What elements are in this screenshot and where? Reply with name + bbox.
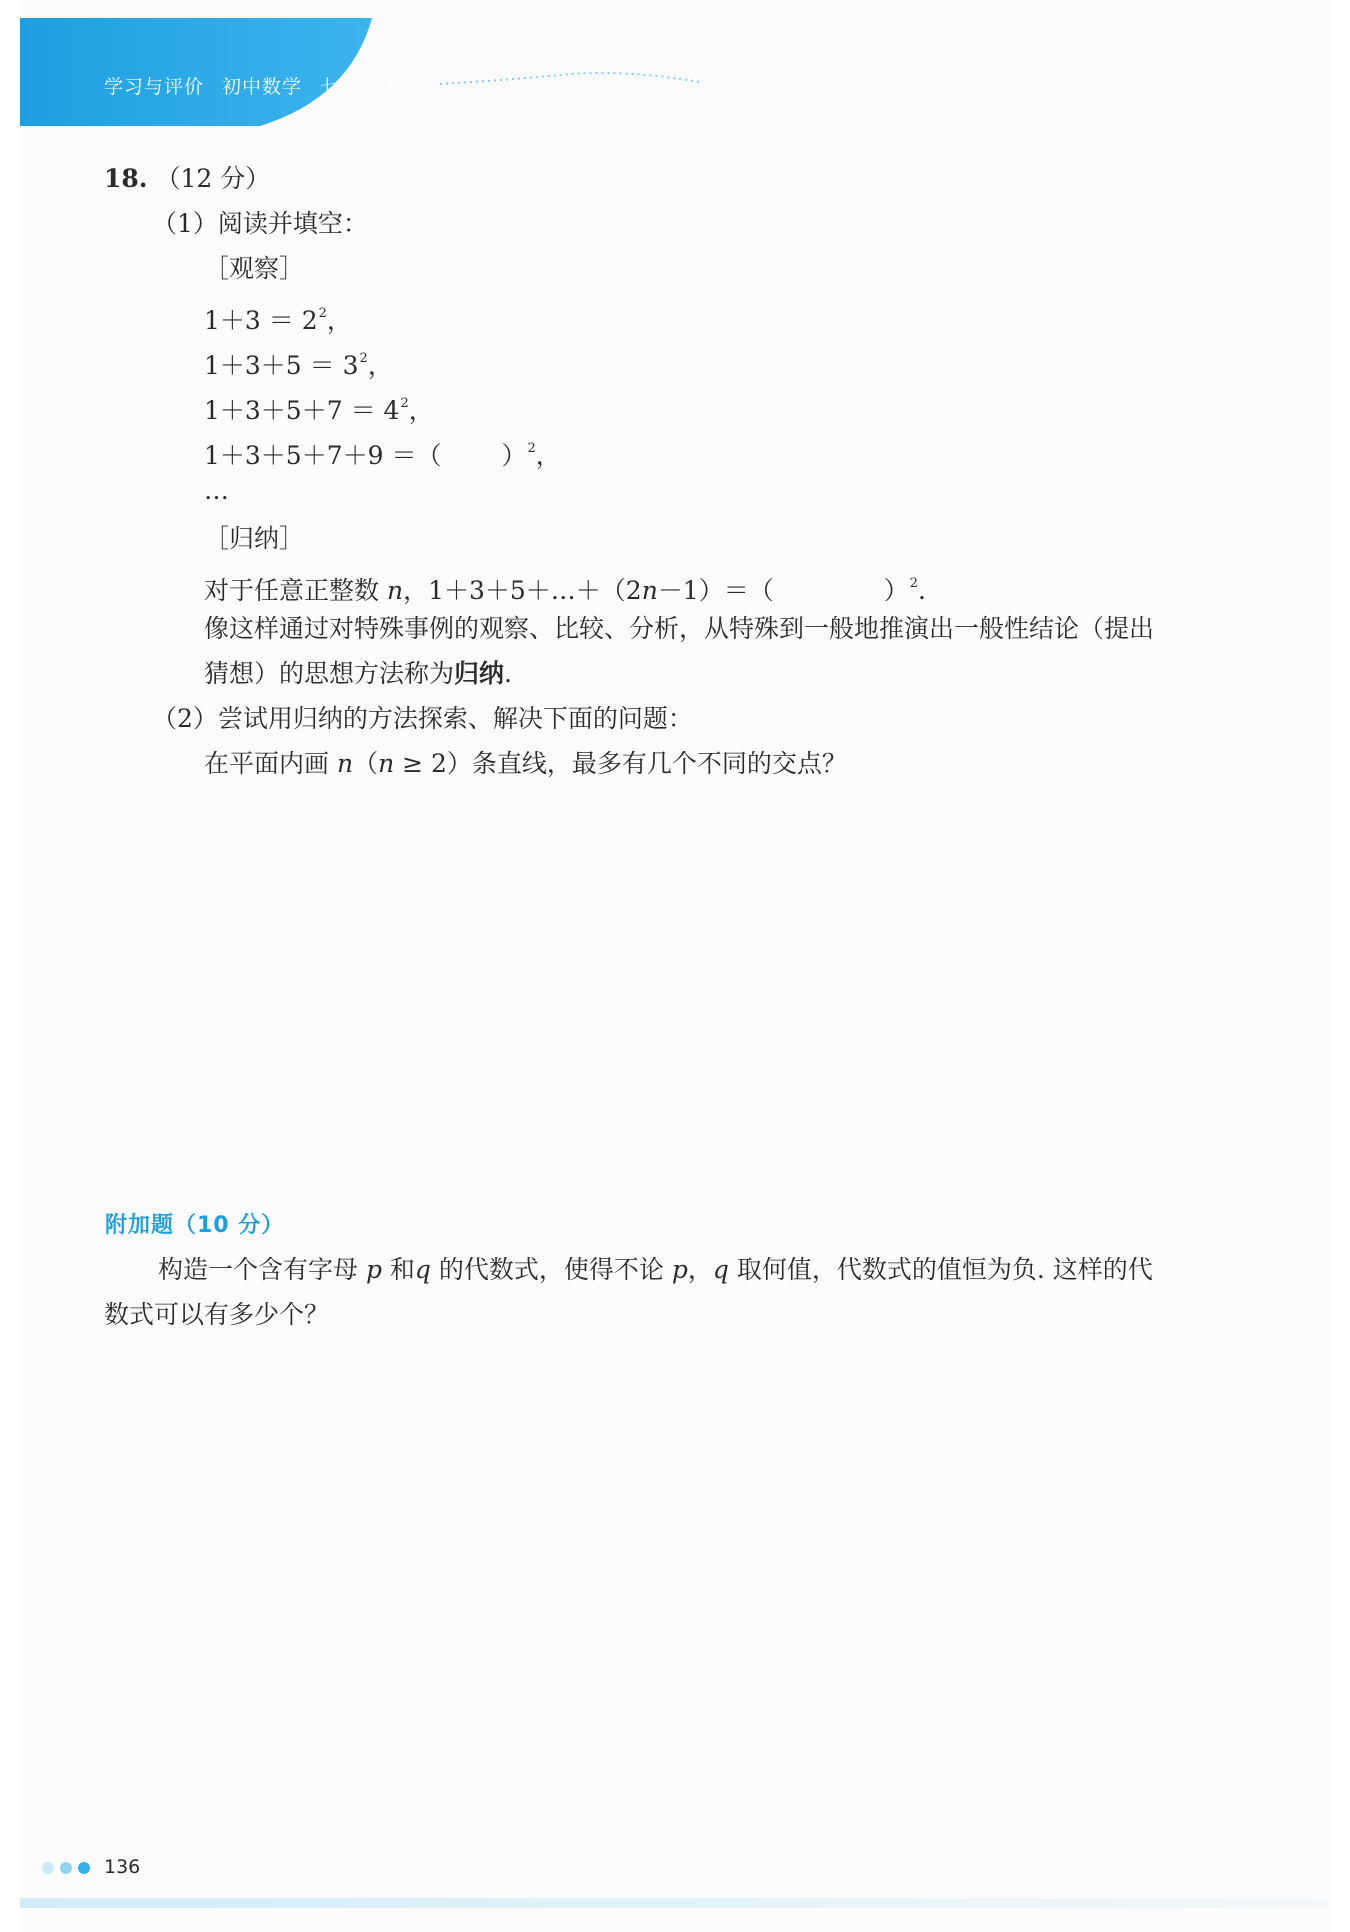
equation-1-body: 1＋3 ＝ 2 — [204, 306, 318, 335]
definition-term: 归纳 — [454, 659, 505, 688]
header-dotted-swoosh — [440, 70, 700, 90]
header-series: 学习与评价 — [104, 76, 205, 98]
equation-4-close: ） — [501, 441, 527, 470]
q18-heading — [104, 162, 270, 196]
general-sum: ，1＋3＋5＋…＋（2 — [403, 576, 642, 605]
variable-q: q — [712, 1255, 729, 1284]
definition-period: . — [504, 659, 512, 688]
equation-2 — [204, 342, 393, 383]
equation-1-exponent: 2 — [318, 306, 327, 321]
extra-question-line-2: 数式可以有多少个？ — [104, 1300, 330, 1329]
variable-n: n — [336, 749, 354, 778]
general-prefix: 对于任意正整数 — [204, 576, 387, 605]
definition-line-2 — [204, 657, 512, 691]
equation-1-comma: ， — [326, 306, 352, 335]
general-period: . — [918, 576, 926, 605]
ellipsis: … — [204, 476, 229, 505]
part2-text-c: ≥ 2）条直线，最多有几个不同的交点？ — [394, 749, 847, 778]
page-left-margin — [0, 0, 20, 1932]
variable-p: p — [671, 1255, 688, 1284]
induce-label: ［归纳］ — [204, 524, 305, 553]
equation-3 — [204, 387, 434, 428]
footer-dots-icon — [40, 1858, 100, 1878]
general-close: ） — [883, 576, 909, 605]
extra-text-e: 取何值，代数式的值恒为负. 这样的代 — [728, 1255, 1153, 1284]
q18-part2-label: （2）尝试用归纳的方法探索、解决下面的问题： — [152, 704, 693, 733]
variable-p: p — [365, 1255, 382, 1284]
extra-question-line-1 — [158, 1253, 1153, 1287]
extra-text-c: 的代数式，使得不论 — [430, 1255, 672, 1284]
q18-number: 18. — [104, 164, 148, 193]
equation-4-body: 1＋3＋5＋7＋9 ＝（ — [204, 441, 442, 470]
extra-question-title: 附加题（10 分） — [105, 1213, 285, 1238]
q18-points: （12 分） — [155, 164, 271, 193]
header-grade: 七年级上册 — [320, 76, 421, 98]
extra-text-a: 构造一个含有字母 — [158, 1255, 366, 1284]
general-equals: －1）＝（ — [657, 576, 774, 605]
equation-4-comma: ， — [535, 441, 561, 470]
general-formula — [204, 567, 926, 608]
equation-3-exponent: 2 — [400, 396, 409, 411]
q18-part1-label: （1）阅读并填空： — [152, 209, 368, 238]
variable-n: n — [378, 749, 395, 778]
equation-2-comma: ， — [367, 351, 393, 380]
definition-text: 猜想）的思想方法称为 — [204, 659, 455, 688]
page-number: 136 — [104, 1856, 141, 1878]
variable-q: q — [414, 1255, 431, 1284]
part2-paren: （ — [353, 749, 379, 778]
q18-part2-question — [204, 747, 847, 781]
bottom-band — [20, 1898, 1330, 1908]
equation-2-body: 1＋3＋5 ＝ 3 — [204, 351, 359, 380]
variable-n: n — [641, 576, 658, 605]
equation-2-exponent: 2 — [359, 351, 368, 366]
extra-text-b: 和 — [381, 1255, 415, 1284]
header-title — [104, 72, 438, 99]
observe-label: ［观察］ — [204, 254, 305, 283]
header-subject: 初中数学 — [222, 76, 303, 98]
equation-4 — [204, 432, 561, 473]
part2-text-a: 在平面内画 — [204, 749, 337, 778]
equation-3-body: 1＋3＋5＋7 ＝ 4 — [204, 396, 400, 425]
equation-1 — [204, 297, 352, 338]
definition-line-1: 像这样通过对特殊事例的观察、比较、分析，从特殊到一般地推演出一般性结论（提出 — [204, 614, 1155, 643]
equation-3-comma: ， — [408, 396, 434, 425]
general-exponent: 2 — [909, 576, 918, 591]
page-right-margin — [1330, 0, 1350, 1932]
extra-text-d: ， — [687, 1255, 713, 1284]
equation-4-exponent: 2 — [527, 441, 536, 456]
variable-n: n — [386, 576, 404, 605]
